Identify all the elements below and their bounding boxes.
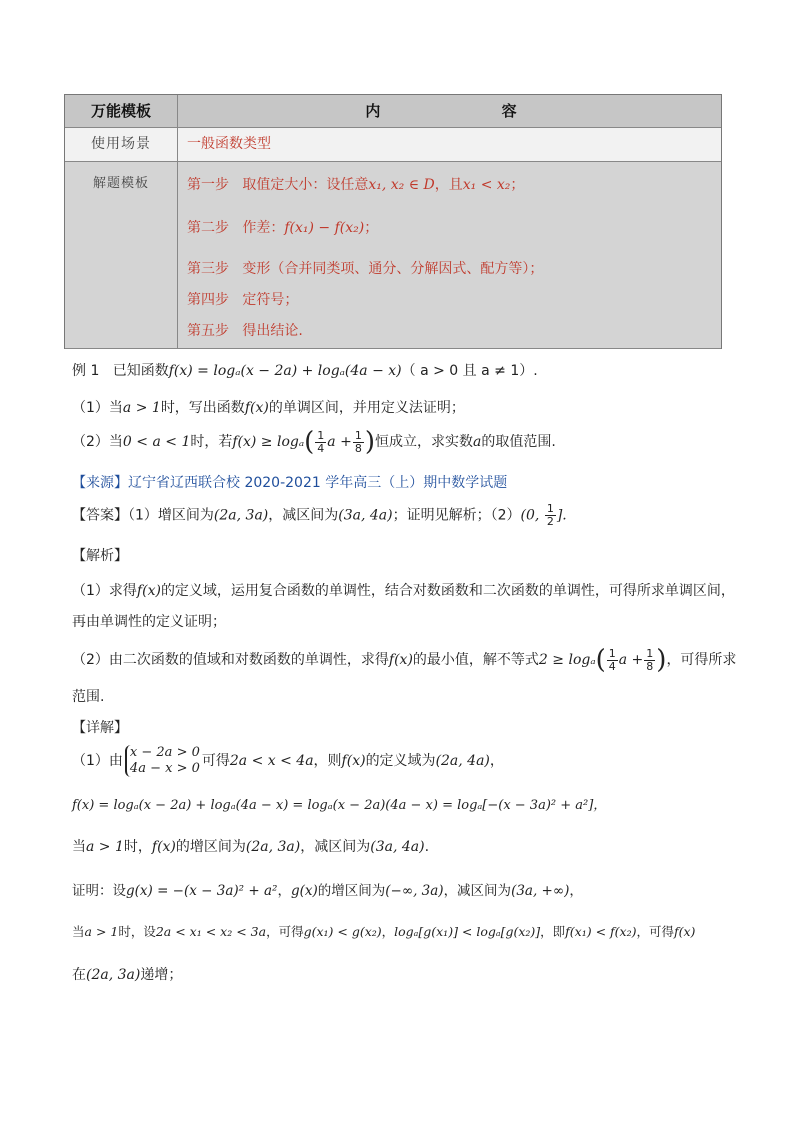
fraction-1-2: $\frac{1}{2}$ [546, 502, 554, 528]
analysis-line-3: （2）由二次函数的值域和对数函数的单调性，求得f(x)的最小值，解不等式2 ≥ logₐ( $\frac{1}{4}$ a + $\frac{1}{8}$ )，可得所求 [72, 645, 737, 675]
usage-value: 一般函数类型 [187, 136, 271, 152]
table-header-row [65, 95, 721, 128]
detail-line-4: 证明：设g(x) = −(x − 3a)² + a²，g(x)的增区间为(−∞, 3a)，减区间为(3a, +∞)， [72, 883, 583, 899]
source-line: 【来源】辽宁省辽西联合校 2020-2021 学年高三（上）期中数学试题 [72, 475, 508, 491]
detail-line-5: 当a > 1时，设2a < x₁ < x₂ < 3a，可得g(x₁) < g(x₂)，logₐ[g(x₁)] < logₐ[g(x₂)]，即f(x₁) < f(x₂)，可得f(x) [72, 924, 696, 939]
example-statement: 例 1 已知函数f(x) = logₐ(x − 2a) + logₐ(4a − x)（ a > 0 且 a ≠ 1）. [72, 363, 538, 379]
header-col2: 内 容 [365, 102, 575, 120]
question-1: （1）当a > 1时，写出函数f(x)的单调区间，并用定义法证明； [72, 400, 465, 416]
analysis-line-4: 范围. [72, 689, 105, 705]
analysis-line-2: 再由单调性的定义证明； [72, 614, 226, 630]
analysis-line-1: （1）求得f(x)的定义域，运用复合函数的单调性，结合对数函数和二次函数的单调性，可得所求单调区间， [72, 583, 735, 599]
step-4: 第四步 定符号； [187, 292, 299, 308]
fraction-1-4-b: $\frac{1}{4}$ [608, 646, 616, 673]
steps-content [179, 162, 721, 348]
detail-line-1: （1）由 x − 2a > 0 4a − x > 0 可得2a < x < 4a，则f(x)的定义域为(2a, 4a)， [72, 745, 504, 776]
detail-tag: 【详解】 [72, 720, 128, 736]
steps-label: 解题模板 [65, 162, 178, 348]
question-2: （2）当0 < a < 1时，若f(x) ≥ logₐ( $\frac{1}{4}$ a + $\frac{1}{8}$ )恒成立，求实数a的取值范围. [72, 427, 556, 457]
step-3: 第三步 变形（合并同类项、通分、分解因式、配方等）； [187, 261, 544, 277]
answer-line: 【答案】（1）增区间为(2a, 3a)，减区间为(3a, 4a)；证明见解析；（2）(0, $\frac{1}{2}$ ]. [72, 502, 567, 528]
step-2: 第二步 作差：f(x₁) − f(x₂)； [187, 220, 379, 236]
fraction-1-4: $\frac{1}{4}$ [317, 428, 325, 455]
fraction-1-8: $\frac{1}{8}$ [354, 428, 362, 455]
template-table [64, 94, 722, 349]
fraction-1-8-b: $\frac{1}{8}$ [646, 646, 654, 673]
table-row-steps [65, 162, 721, 349]
detail-line-3: 当a > 1时，f(x)的增区间为(2a, 3a)，减区间为(3a, 4a). [72, 839, 430, 855]
detail-line-2: f(x) = logₐ(x − 2a) + logₐ(4a − x) = logₐ(x − 2a)(4a − x) = logₐ[−(x − 3a)² + a²]， [72, 798, 607, 813]
table-row-usage [65, 128, 721, 162]
analysis-tag: 【解析】 [72, 548, 128, 564]
usage-label: 使用场景 [65, 128, 178, 161]
header-col1: 万能模板 [65, 95, 178, 127]
inequality-system: x − 2a > 0 4a − x > 0 [125, 745, 200, 777]
detail-line-6: 在(2a, 3a)递增； [72, 967, 183, 983]
step-1: 第一步 取值定大小：设任意x₁, x₂ ∈ D，且x₁ < x₂； [187, 177, 525, 193]
step-5: 第五步 得出结论. [187, 323, 303, 339]
